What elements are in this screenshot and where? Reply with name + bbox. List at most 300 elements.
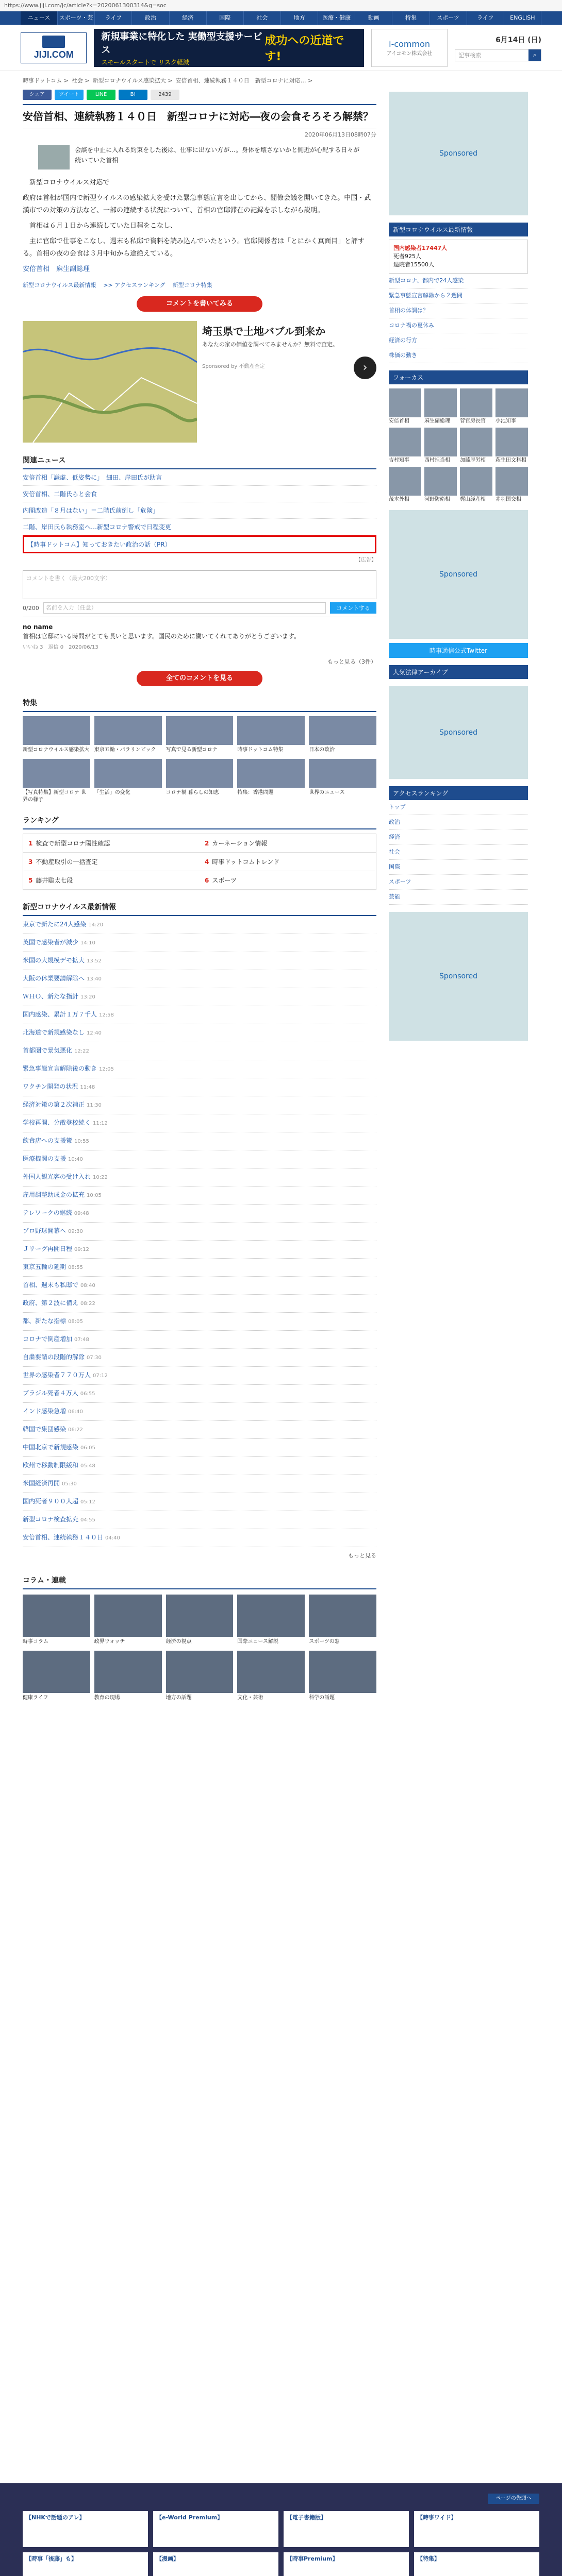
news-headline: 東京で新たに24人感染 [23, 921, 87, 928]
news-headline: 自粛要請の段階的解除 [23, 1353, 85, 1361]
ranking-label: 検査で新型コロナ陽性確認 [36, 840, 110, 847]
column-label: 教育の現場 [94, 1695, 120, 1701]
column-label: 国際ニュース解説 [237, 1639, 278, 1645]
news-time: 06:40 [68, 1409, 83, 1415]
focus-name: 萩生田文科相 [495, 457, 526, 463]
article-inline-links[interactable]: 安倍首相 麻生副総理 [23, 265, 90, 273]
article-mini-link[interactable]: >> アクセスランキング [103, 282, 166, 289]
footer-cards-section [0, 2483, 562, 2576]
news-item[interactable] [23, 1259, 376, 1277]
ranking-number: 1 [28, 840, 33, 847]
sidebar-news-item[interactable]: 経済の行方 [389, 333, 528, 348]
column-image [23, 1651, 90, 1693]
column-label: 文化・芸術 [237, 1695, 263, 1701]
search-icon[interactable]: ⌕ [528, 49, 541, 61]
tokushu-label: 特集：香港問題 [237, 790, 274, 795]
focus-person[interactable] [460, 428, 492, 464]
focus-person[interactable] [424, 428, 457, 464]
ranking-item[interactable] [23, 834, 200, 853]
tokushu-card[interactable] [166, 759, 234, 804]
column-card[interactable] [237, 1651, 305, 1702]
news-time: 13:52 [87, 958, 102, 964]
tokushu-card[interactable] [166, 716, 234, 754]
column-card[interactable] [309, 1651, 376, 1702]
column-card[interactable] [94, 1595, 162, 1646]
article-links [23, 279, 376, 291]
tokushu-label: 「生活」の変化 [94, 790, 130, 795]
sidebar-news-item[interactable]: 株価の動き [389, 348, 528, 363]
ranking-number: 5 [28, 877, 33, 884]
sidebar-ranking-item[interactable]: 国際 [389, 860, 528, 875]
tokushu-card[interactable] [237, 759, 305, 804]
nav-item[interactable]: ライフ [95, 11, 132, 25]
news-headline: コロナで倒産増加 [23, 1335, 73, 1343]
twitter-share-button[interactable]: ツイート [55, 90, 84, 100]
focus-person[interactable] [460, 467, 492, 503]
nav-item[interactable]: 経済 [170, 11, 207, 25]
news-item[interactable] [23, 1078, 376, 1096]
news-item[interactable] [23, 970, 376, 988]
news-item[interactable] [23, 1529, 376, 1547]
site-logo[interactable] [21, 32, 87, 63]
tokushu-grid [23, 716, 376, 804]
focus-name: 菅官房長官 [460, 418, 486, 424]
tokushu-card[interactable] [309, 716, 376, 754]
ad-sponsor: Sponsored by 不動産査定 [202, 364, 265, 369]
news-time: 14:20 [88, 922, 104, 928]
related-item[interactable]: 【時事ドットコム】知っておきたい政治の話（PR） [23, 535, 376, 553]
column-card[interactable] [166, 1651, 234, 1702]
focus-photo [389, 467, 421, 496]
tokushu-card[interactable] [309, 759, 376, 804]
breadcrumb-item[interactable]: 安倍首相、連続執務１４０日 新型コロナに対応… > [175, 77, 313, 84]
news-headline: 大阪の休業要請解除へ [23, 975, 85, 982]
tokushu-image [94, 716, 162, 745]
news-time: 05:12 [80, 1499, 95, 1505]
ad-headline: 埼玉県で土地バブル到来か [202, 325, 326, 337]
news-headline: プロ野球開幕へ [23, 1227, 67, 1234]
sidebar-ranking-item[interactable]: 政治 [389, 815, 528, 830]
sidebar-ranking-item[interactable]: 社会 [389, 845, 528, 860]
news-headline: 学校再開、分散登校続く [23, 1119, 91, 1126]
native-ad[interactable] [23, 321, 376, 443]
ranking-number: 3 [28, 858, 33, 866]
news-item[interactable] [23, 1295, 376, 1313]
sidebar-archive-image[interactable]: Sponsored [389, 686, 528, 779]
news-item[interactable] [23, 1331, 376, 1349]
ranking-item[interactable] [200, 853, 376, 871]
news-headline: 米国の大規模デモ拡大 [23, 957, 85, 964]
news-item[interactable] [23, 1060, 376, 1078]
news-item[interactable] [23, 1367, 376, 1385]
news-item[interactable] [23, 1150, 376, 1168]
sidebar-ranking-item[interactable]: 芸能 [389, 890, 528, 905]
column-card[interactable] [166, 1595, 234, 1646]
news-time: 14:10 [80, 940, 95, 946]
line-share-button[interactable]: LINE [87, 90, 115, 100]
news-item[interactable] [23, 1205, 376, 1223]
current-date: 6月14日 (日) [495, 36, 541, 44]
footer-card[interactable] [153, 2552, 278, 2576]
news-item[interactable] [23, 1042, 376, 1060]
news-item[interactable] [23, 1403, 376, 1421]
covid-stat: 国内感染者17447人 [393, 245, 448, 251]
tokushu-image [23, 716, 90, 745]
news-time: 06:22 [68, 1427, 83, 1433]
column-label: 健康ライフ [23, 1695, 48, 1701]
footer-card[interactable] [153, 2511, 278, 2547]
ad-map-image [23, 321, 197, 443]
news-item[interactable] [23, 1024, 376, 1042]
sidebar [389, 71, 528, 1702]
ad-arrow-icon[interactable]: › [354, 357, 376, 379]
breadcrumb-item[interactable]: 時事ドットコム > [23, 77, 69, 84]
news-time: 08:40 [80, 1283, 95, 1289]
footer-card[interactable] [23, 2552, 148, 2576]
nav-item[interactable]: 医療・健康 [318, 11, 355, 25]
sidebar-news-item[interactable]: 首相の体調は？ [389, 303, 528, 318]
ad-sub: あなたの家の価値を調べてみませんか？無料で査定。 [202, 341, 338, 348]
tokushu-image [309, 759, 376, 788]
share-count: 2439 [151, 90, 179, 100]
banner-line1: 新規事業に特化した 実働型支援サービス [101, 31, 262, 56]
news-item[interactable] [23, 1439, 376, 1457]
focus-name: 加藤厚労相 [460, 457, 486, 463]
news-time: 06:05 [80, 1445, 95, 1451]
pr-note: 【広告】 [356, 557, 376, 563]
facebook-share-button[interactable]: シェア [23, 90, 52, 100]
news-time: 07:48 [74, 1337, 89, 1343]
tokushu-card[interactable] [94, 759, 162, 804]
tokushu-image [237, 759, 305, 788]
focus-photo [460, 388, 492, 417]
news-item[interactable] [23, 988, 376, 1006]
news-time: 09:12 [74, 1247, 89, 1252]
column-label: 地方の話題 [166, 1695, 192, 1701]
column-image [309, 1595, 376, 1637]
ranking-item[interactable] [23, 853, 200, 871]
hatena-bookmark-button[interactable]: B! [119, 90, 147, 100]
sidebar-news-item[interactable]: コロナ禍の夏休み [389, 318, 528, 333]
news-time: 11:48 [80, 1084, 95, 1090]
footer-card-title: 【NHKで話題のアレ】 [26, 2514, 85, 2521]
news-item[interactable] [23, 934, 376, 952]
news-item[interactable] [23, 1511, 376, 1529]
news-time: 08:05 [68, 1319, 83, 1325]
tokushu-card[interactable] [237, 716, 305, 754]
logo-mark [42, 36, 65, 48]
news-item[interactable] [23, 1277, 376, 1295]
nav-item[interactable]: 地方 [281, 11, 318, 25]
search-placeholder: 記事検索 [458, 52, 482, 59]
news-headline: 新型コロナ検査拡充 [23, 1516, 79, 1523]
pagetop-button[interactable]: ページの先頭へ [488, 2494, 539, 2504]
news-time: 10:22 [93, 1175, 108, 1180]
sidebar-ranking-item[interactable]: トップ [389, 800, 528, 815]
comment-author: no name [23, 623, 53, 631]
nav-item[interactable]: ENGLISH [504, 11, 541, 25]
nav-item[interactable]: 社会 [244, 11, 281, 25]
column-card[interactable] [94, 1651, 162, 1702]
ranking-title: ランキング [23, 812, 376, 829]
article-paragraph: 政府は首相が国内で新型ウイルスの感染拡大を受けた緊急事態宣言を出してから、閣僚会議を開いてきた。中国・武漢市での対策の方法など、一部の連続する状況について、首相の官邸滞在の記録を示しながら説明。 [23, 194, 371, 214]
comment-text: 首相は官邸にいる時間がとても長いと思います。国民のために働いてくれてありがとうございます。 [23, 633, 301, 640]
article-paragraph: 新型コロナウイルス対応で [23, 179, 110, 187]
news-time: 13:20 [80, 994, 95, 1000]
related-item[interactable]: 安倍首相「謙虚、低姿勢に」 細田、岸田氏が助言 [23, 469, 376, 486]
breadcrumb-item[interactable]: 新型コロナウイルス感染拡大 > [92, 77, 173, 84]
news-time: 05:30 [62, 1481, 77, 1487]
footer-card-grid [23, 2511, 539, 2576]
footer-card[interactable] [284, 2552, 409, 2576]
related-title: 関連ニュース [23, 452, 376, 469]
news-item[interactable] [23, 1096, 376, 1114]
sidebar-ad-bottom[interactable]: Sponsored [389, 912, 528, 1041]
news-time: 08:22 [80, 1301, 95, 1307]
nav-item[interactable]: 動画 [355, 11, 392, 25]
column-image [237, 1651, 305, 1693]
more-link[interactable]: もっと見る [348, 1552, 376, 1559]
nav-item[interactable]: ライフ [467, 11, 504, 25]
focus-person[interactable] [460, 388, 492, 425]
focus-person[interactable] [389, 428, 421, 464]
news-item[interactable] [23, 1349, 376, 1367]
news-item[interactable] [23, 1475, 376, 1493]
tokushu-image [94, 759, 162, 788]
ranking-item[interactable] [200, 834, 376, 853]
focus-person[interactable] [495, 428, 528, 464]
news-item[interactable] [23, 916, 376, 934]
sidebar-focus-heading: フォーカス [389, 370, 528, 384]
sidebar-archive-heading: 人気法律アーカイブ [389, 665, 528, 679]
news-item[interactable] [23, 1493, 376, 1511]
share-bar [23, 88, 376, 104]
ranking-number: 6 [205, 877, 209, 884]
twitter-follow-button[interactable]: 時事通信公式Twitter [389, 643, 528, 658]
banner-line2: スモールスタートで リスク軽減 [101, 58, 189, 66]
sidebar-ranking-heading: アクセスランキング [389, 786, 528, 800]
news-headline: 国内死者９００人超 [23, 1498, 79, 1505]
column-card[interactable] [309, 1595, 376, 1646]
tokushu-image [166, 759, 234, 788]
article-pubtime: 2020年06月13日08時07分 [305, 131, 376, 138]
tokushu-label: 新型コロナウイルス感染拡大 [23, 747, 90, 753]
news-item[interactable] [23, 1187, 376, 1205]
focus-person[interactable] [424, 467, 457, 503]
focus-photo [460, 428, 492, 456]
news-headline: テレワークの継続 [23, 1209, 72, 1216]
related-item[interactable]: 内閣改造「８月はない」＝二階氏前倒し「危険」 [23, 502, 376, 519]
news-headline: 欧州で移動制限緩和 [23, 1462, 79, 1469]
banner-line3: 成功への近道です! [265, 34, 344, 63]
column-card[interactable] [237, 1595, 305, 1646]
focus-name: 梶山経産相 [460, 497, 486, 502]
focus-person[interactable] [424, 388, 457, 425]
news-headline: 首都圏で景気悪化 [23, 1047, 73, 1054]
all-comments-button[interactable]: 全てのコメントを見る [137, 671, 262, 686]
news-headline: 首相、週末も私邸で [23, 1281, 79, 1289]
news-time: 08:55 [68, 1265, 83, 1270]
footer-card[interactable] [414, 2552, 539, 2576]
breadcrumb-item[interactable]: 社会 > [71, 77, 90, 84]
sidebar-ranking-list [389, 800, 528, 905]
sidebar-news [389, 274, 528, 363]
tokushu-label: コロナ禍 暮らしの知恵 [166, 790, 219, 795]
news-headline: 飲食店への支援策 [23, 1137, 73, 1144]
footer-card-title: 【漫画】 [156, 2555, 179, 2562]
comment-textarea[interactable]: コメントを書く（最大200文字） [23, 570, 376, 599]
news-headline: 英国で感染者が減少 [23, 939, 79, 946]
sidebar-ranking-item[interactable]: スポーツ [389, 875, 528, 890]
footer-card[interactable] [414, 2511, 539, 2547]
news-time: 04:40 [105, 1535, 120, 1541]
footer-card-title: 【電子書籍版】 [287, 2514, 326, 2521]
nav-item[interactable]: 国際 [207, 11, 244, 25]
tokushu-card[interactable] [23, 716, 90, 754]
column-label: 政界ウォッチ [94, 1639, 125, 1645]
focus-name: 河野防衛相 [424, 497, 450, 502]
news-time: 11:30 [87, 1103, 102, 1108]
breadcrumb [23, 71, 376, 88]
footer-card-title: 【時事「後藤」も】 [26, 2555, 77, 2562]
news-time: 10:40 [68, 1157, 83, 1162]
column-card[interactable] [23, 1651, 90, 1702]
comment-item [23, 617, 376, 657]
nav-item[interactable]: スポーツ [430, 11, 467, 25]
top-nav [0, 11, 562, 35]
column-label: スポーツの窓 [309, 1639, 340, 1645]
news-headline: 雇用調整助成金の拡充 [23, 1191, 85, 1198]
tokushu-label: 時事ドットコム特集 [237, 747, 284, 753]
column-image [309, 1651, 376, 1693]
news-headline: ＷＨＯ、新たな指針 [23, 993, 79, 1000]
column-image [166, 1595, 234, 1637]
sidebar-ranking-item[interactable]: 経済 [389, 830, 528, 845]
column-image [23, 1595, 90, 1637]
news-headline: 東京五輪の延期 [23, 1263, 67, 1270]
news-item[interactable] [23, 1006, 376, 1024]
ranking-label: 不動産取引の一括査定 [36, 858, 98, 866]
related-item[interactable]: 安倍首相、二階氏らと会食 [23, 486, 376, 502]
news-headline: インド感染急増 [23, 1408, 67, 1415]
focus-person[interactable] [389, 388, 421, 425]
column-label: 経済の視点 [166, 1639, 192, 1645]
news-title: 新型コロナウイルス最新情報 [23, 899, 376, 916]
focus-photo [389, 428, 421, 456]
icom-ad[interactable] [371, 29, 448, 67]
news-time: 06:55 [80, 1391, 95, 1397]
news-item[interactable] [23, 1457, 376, 1475]
footer-card[interactable] [284, 2511, 409, 2547]
tokushu-label: 【写真特集】新型コロナ 世界の様子 [23, 790, 87, 803]
nav-item[interactable]: スポーツ・芸能 [58, 11, 95, 25]
footer-card[interactable] [23, 2511, 148, 2547]
ranking-label: 時事ドットコムトレンド [212, 858, 280, 866]
tokushu-card[interactable] [94, 716, 162, 754]
focus-name: 西村担当相 [424, 457, 450, 463]
column-image [237, 1595, 305, 1637]
column-image [94, 1595, 162, 1637]
news-list [23, 916, 376, 1547]
focus-photo [495, 388, 528, 417]
sidebar-covid-heading: 新型コロナウイルス最新情報 [389, 223, 528, 236]
article-mini-link[interactable]: 新型コロナ特集 [172, 282, 212, 289]
url-bar[interactable]: https://www.jiji.com/jc/article?k=2020061300314&g=soc [0, 0, 562, 11]
tokushu-card[interactable] [23, 759, 90, 804]
related-item[interactable]: 二階、岸田氏ら執務室へ…新型コロナ警戒で日程変更 [23, 519, 376, 535]
article-body [23, 177, 376, 276]
column-card[interactable] [23, 1595, 90, 1646]
news-time: 04:55 [80, 1517, 95, 1523]
nav-item[interactable]: 政治 [132, 11, 169, 25]
article-paragraph: 首相は６月１日から連続していた日程をこなし、 [23, 222, 177, 230]
covid-stat: 死者925人 [393, 253, 421, 260]
news-time: 11:12 [93, 1121, 108, 1126]
focus-name: 吉村知事 [389, 457, 409, 463]
comment-form-row: 0/200 名前を入力（任意） コメントする [23, 599, 376, 617]
comment-submit-button[interactable]: コメントする [330, 602, 376, 614]
news-time: 12:40 [87, 1030, 102, 1036]
sidebar-news-item[interactable]: 新型コロナ、都内で24人感染 [389, 274, 528, 289]
header-banner-ad[interactable] [94, 29, 364, 67]
sidebar-ad-mid[interactable]: Sponsored [389, 510, 528, 639]
ranking-number: 2 [205, 840, 209, 847]
news-item[interactable] [23, 1421, 376, 1439]
news-item[interactable] [23, 952, 376, 970]
lead-box [23, 141, 376, 177]
news-headline: 外国人観光客の受け入れ [23, 1173, 91, 1180]
search-input[interactable] [455, 49, 541, 61]
article-paragraph: 主に官邸で仕事をこなし、週末も私邸で資料を読み込んでいたという。官邸関係者は「とにかく真面目」と評する。首相の夜の会食は３月中旬から途絶えている。 [23, 238, 365, 258]
related-list [23, 469, 376, 553]
article-mini-link[interactable]: 新型コロナウイルス最新情報 [23, 282, 96, 289]
news-item[interactable] [23, 1241, 376, 1259]
focus-photo [424, 428, 457, 456]
focus-person[interactable] [389, 467, 421, 503]
ranking-item[interactable] [200, 871, 376, 890]
news-item[interactable] [23, 1385, 376, 1403]
news-item[interactable] [23, 1132, 376, 1150]
comment-name-input[interactable]: 名前を入力（任意） [43, 602, 326, 614]
focus-photo [460, 467, 492, 496]
news-item[interactable] [23, 1114, 376, 1132]
news-time: 09:30 [68, 1229, 83, 1234]
news-headline: 安倍首相、連続執務１４０日 [23, 1534, 104, 1541]
news-item[interactable] [23, 1223, 376, 1241]
focus-photo [495, 467, 528, 496]
tokushu-label: 世界のニュース [309, 790, 345, 795]
focus-person[interactable] [495, 388, 528, 425]
news-headline: 世界の感染者７７０万人 [23, 1371, 91, 1379]
focus-person[interactable] [495, 467, 528, 503]
tokushu-image [23, 759, 90, 788]
sidebar-news-item[interactable]: 緊急事態宣言解除から２週間 [389, 289, 528, 303]
sidebar-ad-top[interactable]: Sponsored [389, 92, 528, 215]
news-item[interactable] [23, 1168, 376, 1187]
write-comment-button[interactable]: コメントを書いてみる [137, 296, 262, 312]
news-time: 10:55 [74, 1139, 89, 1144]
footer-card-title: 【e-World Premium】 [156, 2514, 223, 2521]
focus-name: 小池知事 [495, 418, 516, 424]
sidebar-covid-box[interactable] [389, 240, 528, 274]
nav-item[interactable]: ニュース [21, 11, 58, 25]
more-comments-link[interactable]: もっと見る（3件） [327, 658, 376, 665]
nav-item[interactable]: 特集 [392, 11, 429, 25]
ranking-item[interactable] [23, 871, 200, 890]
news-item[interactable] [23, 1313, 376, 1331]
tokushu-image [237, 716, 305, 745]
sidebar-faces [389, 388, 528, 503]
